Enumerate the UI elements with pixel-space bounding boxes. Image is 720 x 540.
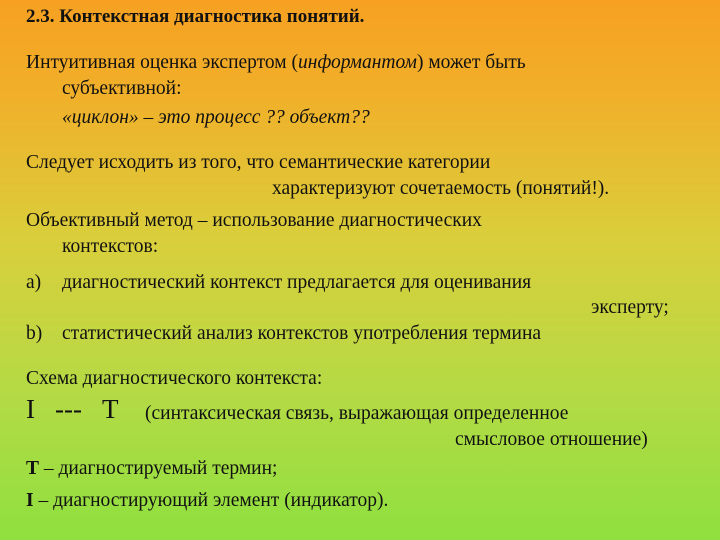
schema-heading: Схема диагностического контекста:: [26, 368, 323, 389]
objective-line-2: контекстов:: [62, 236, 159, 257]
formula-term: T: [102, 394, 119, 424]
intro-example: «циклон» – это процесс ?? объект??: [62, 107, 370, 128]
item-a-line-2: эксперту;: [591, 297, 669, 318]
objective-line-1: Объективный метод – использование диагностических: [26, 210, 482, 231]
item-b-marker: b): [26, 323, 43, 344]
intro-line-2: субъективной:: [62, 78, 182, 99]
intro-text-emphasis: информантом: [298, 52, 417, 73]
def-indicator-text: – диагностирующий элемент (индикатор).: [33, 490, 389, 511]
def-indicator: [26, 490, 388, 512]
def-indicator-symbol: I: [26, 490, 34, 511]
intro-text-pre: Интуитивная оценка экспертом (: [26, 52, 299, 73]
formula-indicator: I: [26, 394, 35, 424]
def-term: [26, 458, 277, 480]
schema-desc-1: (синтаксическая связь, выражающая определенное: [145, 403, 569, 424]
item-a-marker: a): [26, 272, 42, 293]
semantic-line-2: характеризуют сочетаемость (понятий!).: [272, 178, 610, 199]
semantic-line-1: Следует исходить из того, что семантические категории: [26, 152, 491, 173]
intro-text-post: ) может быть: [416, 52, 526, 73]
item-b-line-1: статистический анализ контекстов употребления термина: [62, 323, 542, 344]
intro-line-1: [26, 52, 526, 74]
formula-dash: ---: [55, 394, 82, 424]
schema-desc-2: смысловое отношение): [455, 429, 648, 450]
def-term-symbol: T: [26, 458, 40, 479]
item-a-line-1: диагностический контекст предлагается для оценивания: [62, 272, 532, 293]
def-term-text: – диагностируемый термин;: [39, 458, 278, 479]
slide-title: 2.3. Контекстная диагностика понятий.: [26, 6, 365, 27]
